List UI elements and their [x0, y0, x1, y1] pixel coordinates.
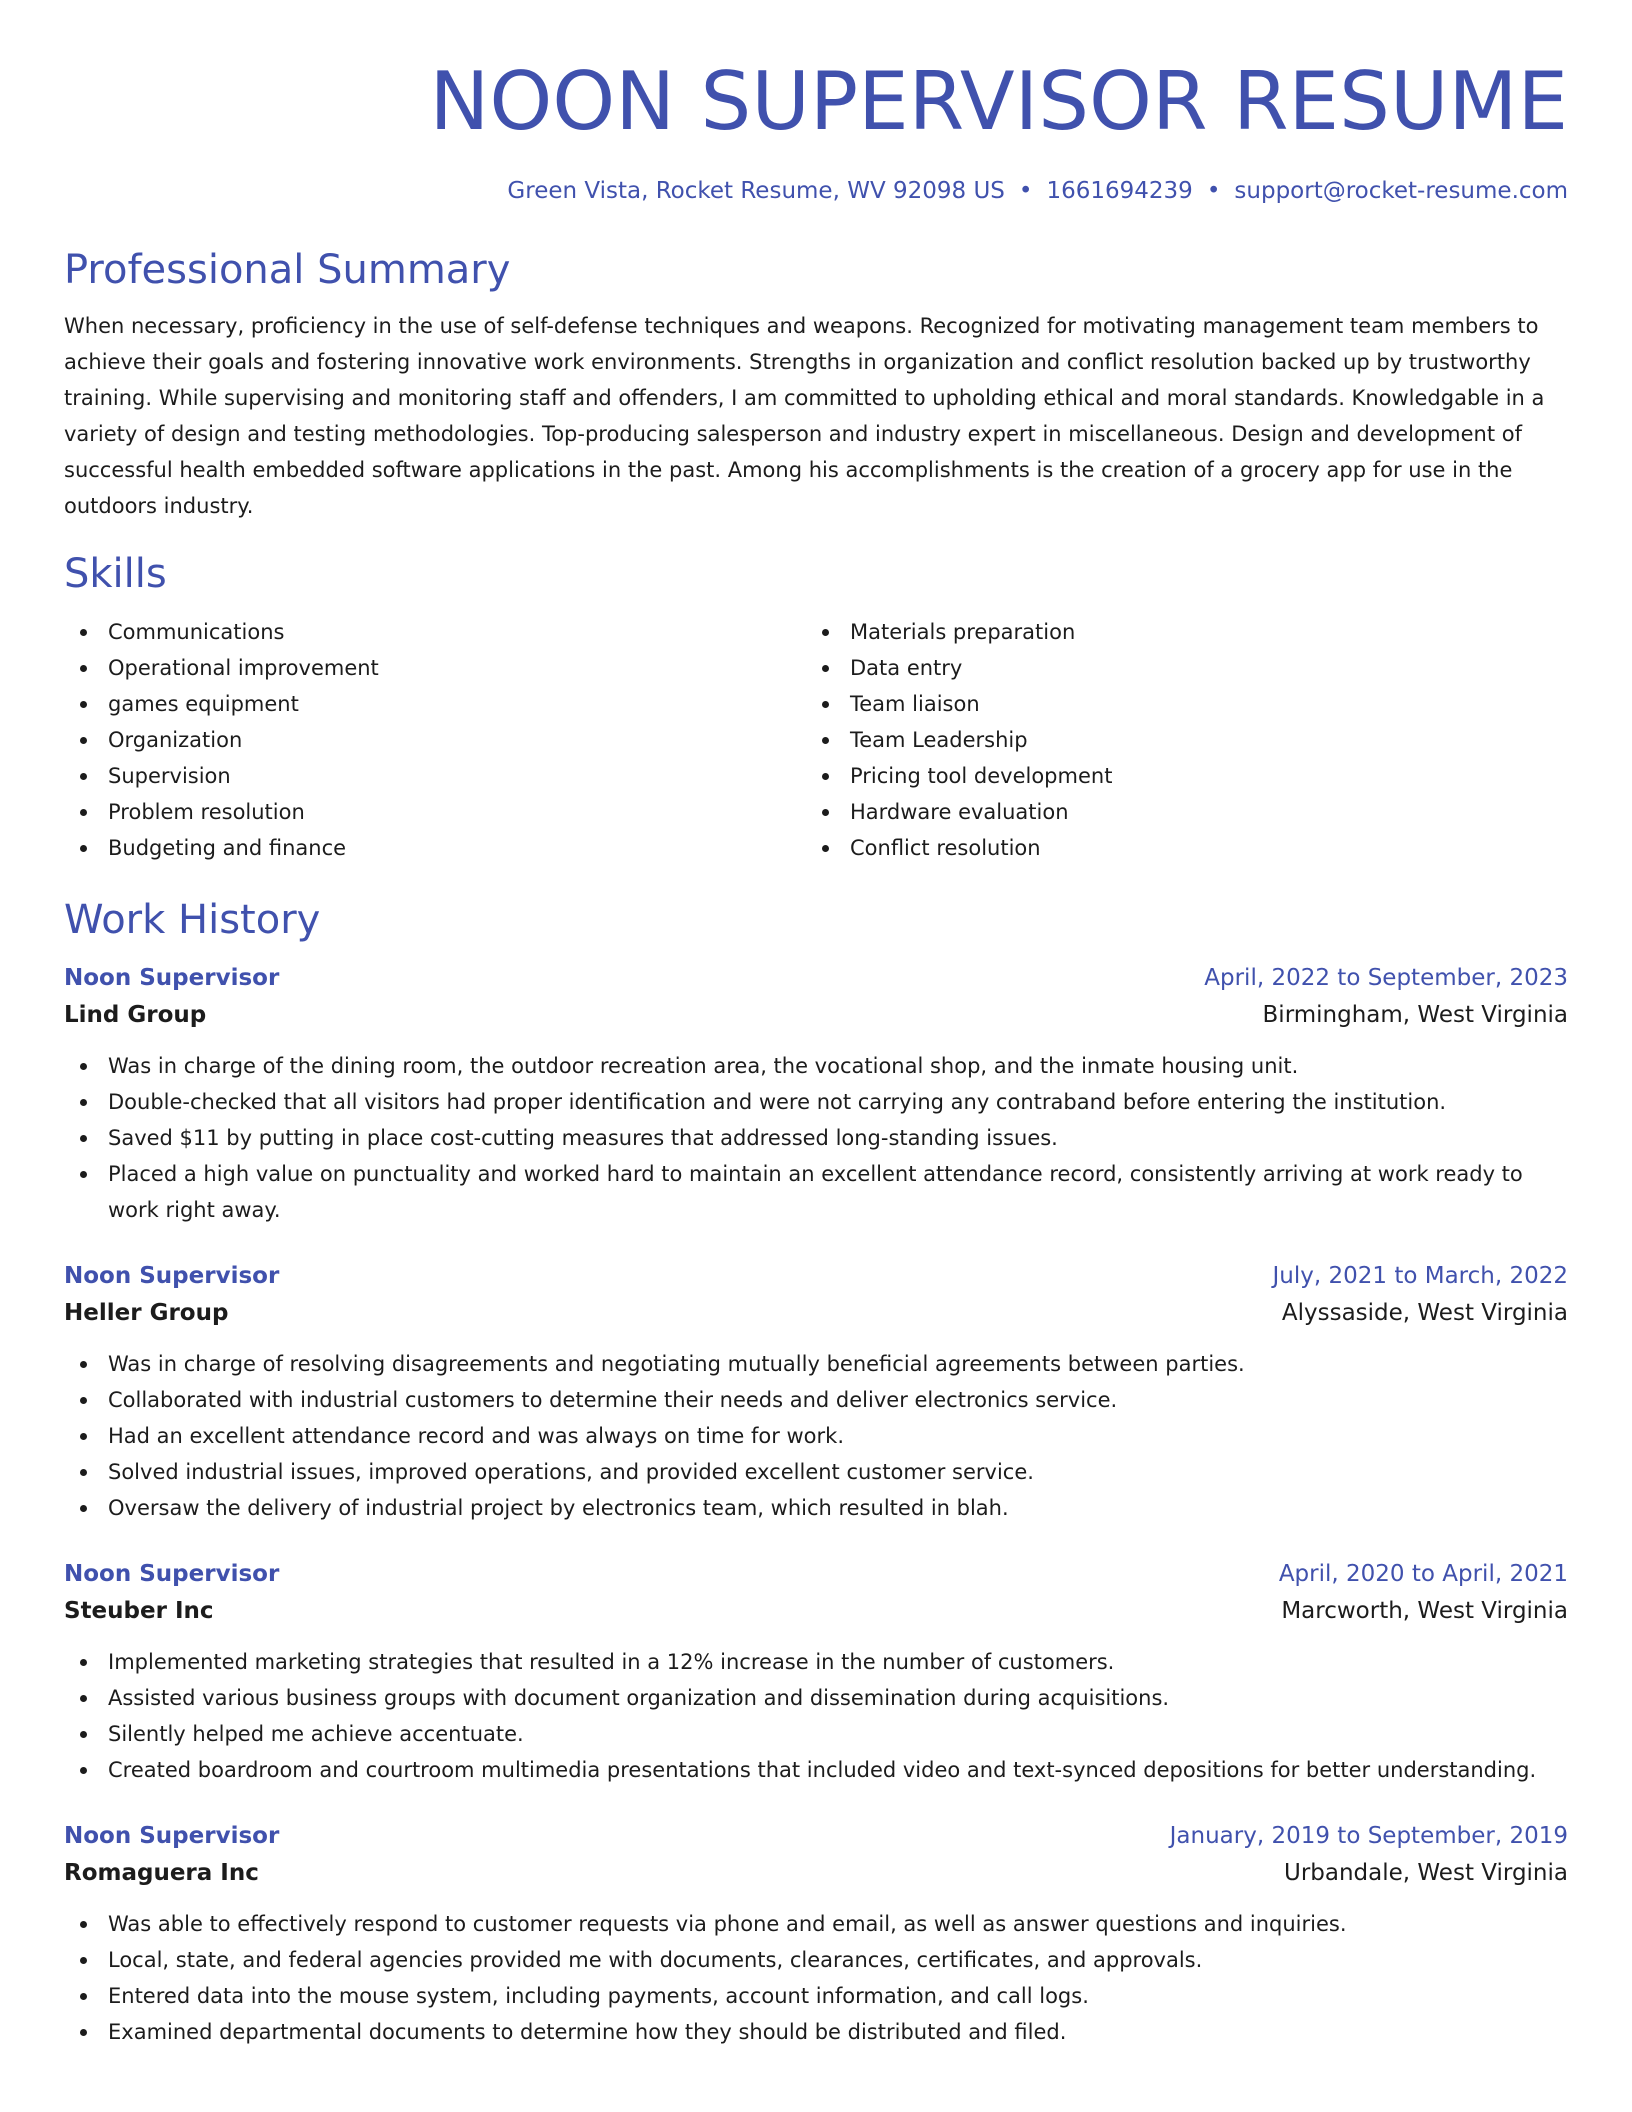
- job-bullet: Implemented marketing strategies that resulted in a 12% increase in the number of customers.: [64, 1644, 1568, 1680]
- job-bullets: [64, 1346, 1568, 1526]
- job-bullet: Had an excellent attendance record and was always on time for work.: [64, 1418, 1568, 1454]
- job-bullet: Was able to effectively respond to customer requests via phone and email, as well as answer questions and inquiries.: [64, 1906, 1568, 1942]
- skill-item: Conflict resolution: [806, 830, 1548, 866]
- skill-item: Team liaison: [806, 686, 1548, 722]
- summary-text: When necessary, proficiency in the use of self-defense techniques and weapons. Recognized for motivating management team members to achieve their goals and fostering innovative work environments. Strengths in organization and conflict resolution backed up by trustworthy training. While supervising and monitoring staff and offenders, I am committed to upholding ethical and moral standards. Knowledgable in a variety of design and testing methodologies. Top-producing salesperson and industry expert in miscellaneous. Design and development of successful health embedded software applications in the past. Among his accomplishments is the creation of a grocery app for use in the outdoors industry.: [64, 314, 1545, 518]
- job-bullet: Solved industrial issues, improved operations, and provided excellent customer service.: [64, 1454, 1568, 1490]
- contact-separator: •: [1018, 178, 1033, 204]
- skill-item: Data entry: [806, 650, 1548, 686]
- job-bullet: Examined departmental documents to determine how they should be distributed and filed.: [64, 2014, 1568, 2050]
- job-location: Marcworth, West Virginia: [1281, 1598, 1568, 1624]
- job-header-row: [64, 1818, 1568, 1854]
- job-title: Noon Supervisor: [64, 965, 280, 991]
- job-bullet: Was in charge of resolving disagreements and negotiating mutually beneficial agreements between parties.: [64, 1346, 1568, 1382]
- skills-column-right: [806, 614, 1548, 866]
- job-company-row: [64, 1592, 1568, 1630]
- contact-email: support@rocket-resume.com: [1234, 178, 1568, 204]
- job-bullet: Created boardroom and courtroom multimedia presentations that included video and text-synced depositions for better understanding.: [64, 1752, 1568, 1788]
- job-company-row: [64, 1854, 1568, 1892]
- skills-title: Skills: [64, 551, 167, 597]
- summary-title: Professional Summary: [64, 247, 511, 293]
- skill-item: Operational improvement: [64, 650, 806, 686]
- job-entry: [64, 960, 1568, 1228]
- job-entry: [64, 1818, 1568, 2050]
- skills-list: [64, 614, 1568, 866]
- job-dates: January, 2019 to September, 2019: [1169, 1823, 1568, 1849]
- job-location: Urbandale, West Virginia: [1284, 1860, 1568, 1886]
- skill-item: Supervision: [64, 758, 806, 794]
- job-location: Birmingham, West Virginia: [1262, 1002, 1568, 1028]
- job-company: Lind Group: [64, 1002, 207, 1028]
- job-header-row: [64, 1258, 1568, 1294]
- contact-address: Green Vista, Rocket Resume, WV 92098 US: [507, 178, 1005, 204]
- job-entry: [64, 1258, 1568, 1526]
- job-bullet: Entered data into the mouse system, including payments, account information, and call logs.: [64, 1978, 1568, 2014]
- job-company: Steuber Inc: [64, 1598, 214, 1624]
- job-bullet: Silently helped me achieve accentuate.: [64, 1716, 1568, 1752]
- contact-phone: 1661694239: [1046, 178, 1193, 204]
- skill-item: Materials preparation: [806, 614, 1548, 650]
- job-dates: July, 2021 to March, 2022: [1272, 1263, 1568, 1289]
- contact-line: [64, 176, 1568, 206]
- job-location: Alyssaside, West Virginia: [1281, 1300, 1568, 1326]
- job-title: Noon Supervisor: [64, 1823, 280, 1849]
- job-bullets: [64, 1906, 1568, 2050]
- resume-header: [64, 0, 1568, 206]
- job-company: Heller Group: [64, 1300, 229, 1326]
- skill-item: Organization: [64, 722, 806, 758]
- skill-item: Budgeting and finance: [64, 830, 806, 866]
- contact-separator: •: [1206, 178, 1221, 204]
- job-company-row: [64, 1294, 1568, 1332]
- skills-column-left: [64, 614, 806, 866]
- job-bullet: Local, state, and federal agencies provided me with documents, clearances, certificates, and approvals.: [64, 1942, 1568, 1978]
- job-bullet: Saved $11 by putting in place cost-cutting measures that addressed long-standing issues.: [64, 1120, 1568, 1156]
- job-title: Noon Supervisor: [64, 1263, 280, 1289]
- skill-item: games equipment: [64, 686, 806, 722]
- job-header-row: [64, 1556, 1568, 1592]
- job-bullets: [64, 1644, 1568, 1788]
- job-entry: [64, 1556, 1568, 1788]
- job-bullet: Collaborated with industrial customers to determine their needs and deliver electronics service.: [64, 1382, 1568, 1418]
- skill-item: Pricing tool development: [806, 758, 1548, 794]
- skill-item: Communications: [64, 614, 806, 650]
- resume-name: NOON SUPERVISOR RESUME: [429, 55, 1568, 148]
- job-bullet: Placed a high value on punctuality and worked hard to maintain an excellent attendance record, consistently arriving at work ready to work right away.: [64, 1156, 1568, 1228]
- job-bullet: Double-checked that all visitors had proper identification and were not carrying any contraband before entering the institution.: [64, 1084, 1568, 1120]
- skill-item: Problem resolution: [64, 794, 806, 830]
- job-bullet: Assisted various business groups with document organization and dissemination during acquisitions.: [64, 1680, 1568, 1716]
- skill-item: Team Leadership: [806, 722, 1548, 758]
- job-header-row: [64, 960, 1568, 996]
- job-bullet: Was in charge of the dining room, the outdoor recreation area, the vocational shop, and the inmate housing unit.: [64, 1048, 1568, 1084]
- work-history-title: Work History: [64, 897, 321, 943]
- job-bullet: Oversaw the delivery of industrial project by electronics team, which resulted in blah.: [64, 1490, 1568, 1526]
- job-company: Romaguera Inc: [64, 1860, 259, 1886]
- job-bullets: [64, 1048, 1568, 1228]
- job-dates: April, 2022 to September, 2023: [1204, 965, 1568, 991]
- job-company-row: [64, 996, 1568, 1034]
- job-title: Noon Supervisor: [64, 1561, 280, 1587]
- job-dates: April, 2020 to April, 2021: [1278, 1561, 1568, 1587]
- skill-item: Hardware evaluation: [806, 794, 1548, 830]
- resume-page: [64, 0, 1568, 2112]
